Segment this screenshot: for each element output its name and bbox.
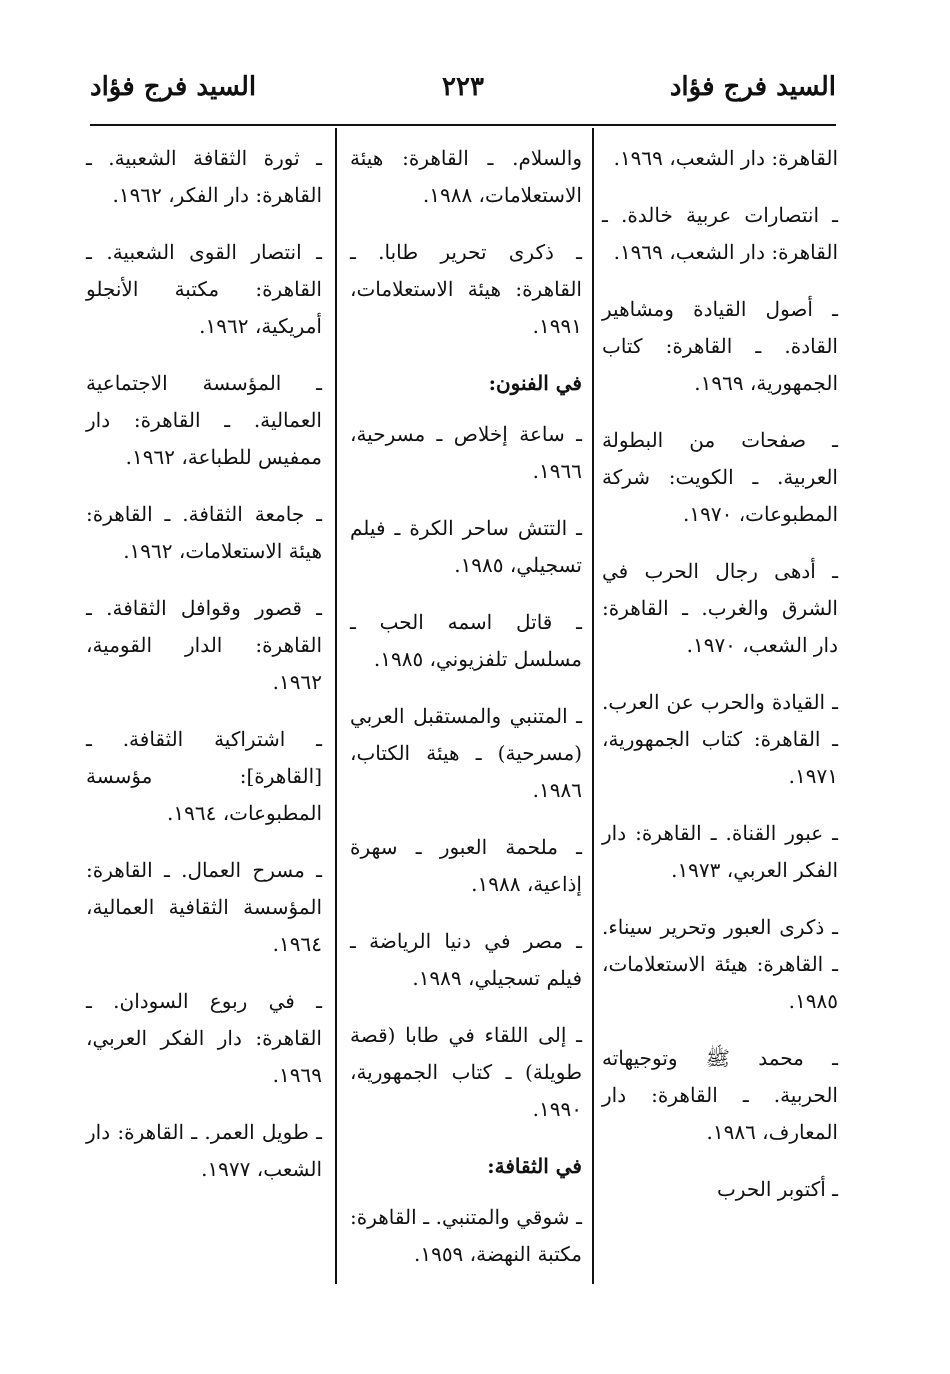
bibliography-entry: ـ أصول القيادة ومشاهير القادة. ـ القاهرة: كتاب الجمهورية، ١٩٦٩. (602, 297, 838, 395)
section-heading-arts: في الفنون: (488, 371, 582, 395)
bibliography-entry: ـ مسرح العمال. ـ القاهرة: المؤسسة الثقافية العمالية، ١٩٦٤. (86, 858, 322, 956)
column-right (602, 140, 838, 1228)
bibliography-entry: والسلام. ـ القاهرة: هيئة الاستعلامات، ١٩٨٨. (350, 146, 582, 207)
bibliography-entry: ـ أدهى رجال الحرب في الشرق والغرب. ـ القاهرة: دار الشعب، ١٩٧٠. (602, 559, 838, 657)
bibliography-entry: ـ ملحمة العبور ـ سهرة إذاعية، ١٩٨٨. (350, 835, 582, 896)
bibliography-entry: القاهرة: دار الشعب، ١٩٦٩. (613, 146, 838, 170)
header-author-right: السيد فرج فؤاد (669, 72, 836, 102)
bibliography-entry: ـ شوقي والمتنبي. ـ القاهرة: مكتبة النهضة، ١٩٥٩. (350, 1205, 582, 1266)
column-left (86, 140, 322, 1208)
bibliography-entry: ـ القيادة والحرب عن العرب. ـ القاهرة: كتاب الجمهورية، ١٩٧١. (602, 690, 838, 788)
bibliography-entry: ـ طويل العمر. ـ القاهرة: دار الشعب، ١٩٧٧. (86, 1120, 322, 1181)
bibliography-entry: ـ انتصارات عربية خالدة. ـ القاهرة: دار الشعب، ١٩٦٩. (602, 203, 838, 264)
header-rule (90, 124, 836, 126)
running-header (90, 72, 836, 112)
bibliography-entry: ـ قصور وقوافل الثقافة. ـ القاهرة: الدار القومية، ١٩٦٢. (86, 596, 322, 694)
column-divider-right (592, 128, 594, 1284)
column-middle (350, 140, 582, 1293)
bibliography-entry: ـ انتصار القوى الشعبية. ـ القاهرة: مكتبة الأنجلو أمريكية، ١٩٦٢. (86, 240, 322, 338)
bibliography-entry: ـ ذكرى العبور وتحرير سيناء. ـ القاهرة: هيئة الاستعلامات، ١٩٨٥. (602, 915, 838, 1013)
bibliography-entry: ـ التتش ساحر الكرة ـ فيلم تسجيلي، ١٩٨٥. (350, 516, 582, 577)
bibliography-entry: ـ قاتل اسمه الحب ـ مسلسل تلفزيوني، ١٩٨٥. (350, 610, 582, 671)
bibliography-entry: ـ إلى اللقاء في طابا (قصة طويلة) ـ كتاب الجمهورية، ١٩٩٠. (350, 1023, 582, 1121)
bibliography-entry: ـ ثورة الثقافة الشعبية. ـ القاهرة: دار الفكر، ١٩٦٢. (86, 146, 322, 207)
section-heading-culture: في الثقافة: (487, 1154, 582, 1178)
bibliography-entry: ـ محمد ﷺ وتوجيهاته الحربية. ـ القاهرة: دار المعارف، ١٩٨٦. (602, 1046, 838, 1144)
bibliography-entry: ـ عبور القناة. ـ القاهرة: دار الفكر العربي، ١٩٧٣. (602, 821, 838, 882)
bibliography-entry: ـ جامعة الثقافة. ـ القاهرة: هيئة الاستعلامات، ١٩٦٢. (86, 502, 322, 563)
bibliography-entry: ـ مصر في دنيا الرياضة ـ فيلم تسجيلي، ١٩٨٩. (350, 929, 582, 990)
bibliography-entry: ـ اشتراكية الثقافة. ـ [القاهرة]: مؤسسة المطبوعات، ١٩٦٤. (86, 727, 322, 825)
column-divider-left (335, 128, 337, 1284)
bibliography-entry: ـ في ربوع السودان. ـ القاهرة: دار الفكر العربي، ١٩٦٩. (86, 989, 322, 1087)
bibliography-entry: ـ أكتوبر الحرب (716, 1177, 838, 1201)
page-number: ٢٢٣ (442, 72, 484, 102)
bibliography-entry: ـ المتنبي والمستقبل العربي (مسرحية) ـ هيئة الكتاب، ١٩٨٦. (350, 704, 582, 802)
header-author-left: السيد فرج فؤاد (90, 72, 257, 102)
bibliography-entry: ـ صفحات من البطولة العربية. ـ الكويت: شركة المطبوعات، ١٩٧٠. (602, 428, 838, 526)
bibliography-entry: ـ المؤسسة الاجتماعية العمالية. ـ القاهرة: دار ممفيس للطباعة، ١٩٦٢. (86, 371, 322, 469)
bibliography-entry: ـ ذكرى تحرير طابا. ـ القاهرة: هيئة الاستعلامات، ١٩٩١. (350, 240, 582, 338)
bibliography-entry: ـ ساعة إخلاص ـ مسرحية، ١٩٦٦. (350, 422, 582, 483)
